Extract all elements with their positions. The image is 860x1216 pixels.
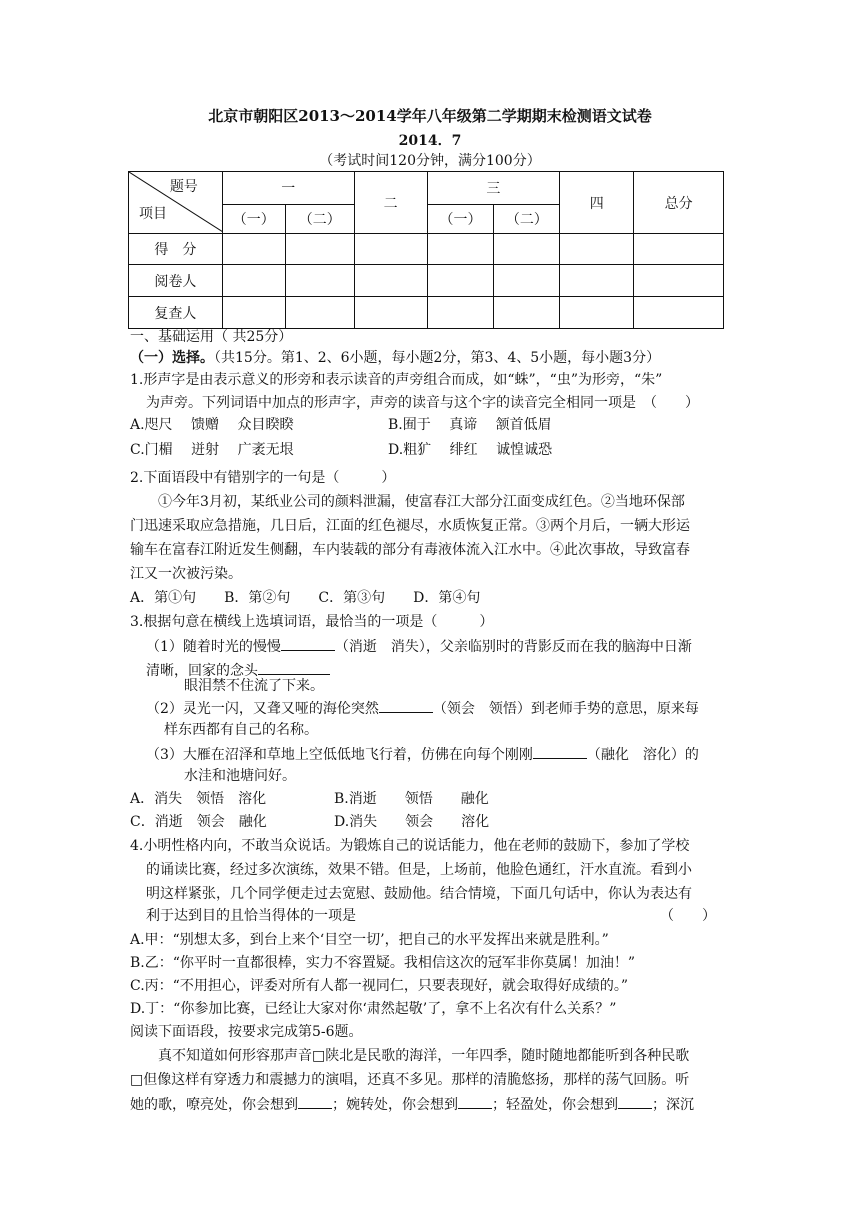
q3-s2-blank: [379, 698, 433, 713]
q2-options: A．第①句 B．第②句 C．第③句 D．第④句: [130, 590, 481, 606]
reading-line3: [130, 1094, 694, 1115]
q4-answer-paren: （ ）: [660, 908, 716, 924]
subsection-heading-bold: （一）选择。: [130, 350, 214, 366]
exam-title: 北京市朝阳区2013～2014学年八年级第二学期期末检测语文试卷: [208, 107, 652, 125]
q3-option-b: B.消逝 领悟 融化: [334, 791, 489, 807]
exam-date: 2014．7: [398, 133, 462, 149]
reading-line3-part1: 她的歌，嘹亮处，你会想到: [130, 1097, 298, 1113]
col-header-one: 一: [222, 172, 354, 205]
q4-stem-line1: 4.小明性格内向，不敢当众说话。为锻炼自己的说话能力，他在老师的鼓励下，参加了学校: [130, 838, 690, 854]
q1-stem-line2: 为声旁。下列词语中加点的形声字，声旁的读音与这个字的读音完全相同一项是 （ ）: [146, 395, 699, 411]
q3-sentence2: [146, 698, 699, 719]
q1-option-b: B.囿于 真谛 颔首低眉: [388, 417, 552, 433]
q4-option-d: D.丁：“你参加比赛，已经让大家对你‘肃然起敬’了，拿不上名次有什么关系？”: [130, 1001, 617, 1017]
sub-header-one-1: （一）: [222, 205, 285, 234]
subsection-heading-rest: （共15分。第1、2、6小题，每小题2分，第3、4、5小题，每小题3分）: [214, 350, 661, 366]
q2-passage-line4: 江又一次被污染。: [130, 566, 242, 582]
col-header-two: 二: [354, 172, 427, 234]
q4-option-c: C.丙：“不用担心，评委对所有人都一视同仁，只要表现好，就会取得好成绩的。”: [130, 978, 628, 994]
q4-option-a: A.甲：“别想太多，到台上来个‘目空一切’，把自己的水平发挥出来就是胜利。”: [130, 932, 609, 948]
table-row-reader: [129, 265, 724, 297]
q2-passage-line2: 门迅速采取应急措施，几日后，江面的红色褪尽，水质恢复正常。③两个月后，一辆大形运: [130, 518, 690, 534]
q3-s1-part2: （消逝 消失），父亲临别时的背影反而在我的脑海中日渐: [334, 639, 692, 655]
q3-option-a: A．消失 领悟 溶化: [130, 791, 267, 807]
q3-sentence2-cont: 样东西都有自己的名称。: [164, 722, 318, 738]
q3-option-d: D.消失 领会 溶化: [334, 814, 490, 830]
reading-line1: 真不知道如何形容那声音□陕北是民歌的海洋，一年四季，随时随地都能听到各种民歌: [158, 1048, 690, 1064]
sub-header-three-1: （一）: [427, 205, 494, 234]
corner-label-item: 项目: [139, 206, 167, 222]
q3-s1-part3: 清晰，回家的念头: [146, 663, 258, 679]
exam-info: （考试时间120分钟，满分100分）: [319, 153, 541, 169]
q4-stem-line4: 利于达到目的且恰当得体的一项是: [146, 908, 356, 924]
q3-sentence3: [146, 744, 699, 765]
q3-sentence1-end: 眼泪禁不住流了下来。: [184, 678, 324, 694]
col-header-total: 总分: [634, 172, 724, 234]
reading-line2: □但像这样有穿透力和震撼力的演唱，还真不多见。那样的清脆悠扬，那样的荡气回肠。听: [130, 1072, 690, 1088]
row-label-score: 得 分: [129, 234, 223, 265]
reading-line3-part4: ；深沉: [652, 1097, 694, 1113]
q3-s3-part2: （融化 溶化）的: [586, 747, 699, 763]
reading-instruction: 阅读下面语段，按要求完成第5-6题。: [130, 1024, 363, 1040]
q3-stem: 3.根据句意在横线上选填词语，最恰当的一项是（ ）: [130, 614, 494, 630]
reading-line3-part2: ；婉转处，你会想到: [332, 1097, 458, 1113]
subsection-heading: [130, 348, 660, 368]
q3-s2-part2: （领会 领悟）到老师手势的意思，原来每: [432, 701, 699, 717]
row-label-reader: 阅卷人: [129, 265, 223, 297]
q4-stem-line2: 的诵读比赛，经过多次演练，效果不错。但是，上场前，他脸色通红，汗水直流。看到小: [146, 862, 692, 878]
table-corner-cell: [129, 172, 223, 234]
q4-option-b: B.乙：“你平时一直都很棒，实力不容置疑。我相信这次的冠军非你莫属！加油！”: [130, 955, 636, 971]
col-header-three: 三: [427, 172, 560, 205]
sub-header-three-2: （二）: [494, 205, 560, 234]
reading-line3-part3: ；轻盈处，你会想到: [492, 1097, 618, 1113]
q1-option-a: A.咫尺 馈赠 众目睽睽: [130, 417, 294, 433]
reading-blank-1: [298, 1094, 332, 1109]
q4-stem-line3: 明这样紧张，几个同学便走过去宽慰、鼓励他。结合情境，下面几句话中，你认为表达有: [146, 886, 692, 902]
q3-sentence1: [146, 636, 692, 657]
table-row-score: [129, 234, 724, 265]
section-heading: 一、基础运用（ 共25分）: [130, 329, 293, 345]
q2-passage-line3: 输车在富春江附近发生侧翻，车内装载的部分有毒液体流入江水中。④此次事故，导致富春: [130, 542, 690, 558]
q2-stem: 2.下面语段中有错别字的一句是（ ）: [130, 470, 396, 486]
q3-s1-blank: [281, 636, 335, 651]
q3-option-c: C．消逝 领会 融化: [130, 814, 267, 830]
q1-stem-line1: 1.形声字是由表示意义的形旁和表示读音的声旁组合而成，如“蛛”，“虫”为形旁，“朱”: [130, 372, 663, 388]
q3-s3-blank: [533, 744, 587, 759]
sub-header-one-2: （二）: [285, 205, 354, 234]
reading-blank-2: [458, 1094, 492, 1109]
q3-s1-blank2: [258, 660, 330, 675]
q1-option-d: D.粗犷 绯红 诚惶诚恐: [388, 442, 553, 458]
col-header-four: 四: [560, 172, 634, 234]
q3-s1-part1: （1）随着时光的慢慢: [146, 639, 281, 655]
q3-s3-part1: （3）大雁在沼泽和草地上空低低地飞行着，仿佛在向每个刚刚: [146, 747, 533, 763]
q2-passage-line1: ①今年3月初，某纸业公司的颜料泄漏，使富春江大部分江面变成红色。②当地环保部: [158, 494, 685, 510]
row-label-checker: 复查人: [129, 297, 223, 329]
corner-label-number: 题号: [169, 179, 198, 195]
reading-blank-3: [618, 1094, 652, 1109]
q3-sentence3-cont: 水洼和池塘问好。: [184, 768, 296, 784]
table-row-checker: [129, 297, 724, 329]
score-table: [128, 171, 724, 329]
q1-option-c: C.门楣 迸射 广袤无垠: [130, 442, 294, 458]
q3-s2-part1: （2）灵光一闪，又聋又哑的海伦突然: [146, 701, 379, 717]
